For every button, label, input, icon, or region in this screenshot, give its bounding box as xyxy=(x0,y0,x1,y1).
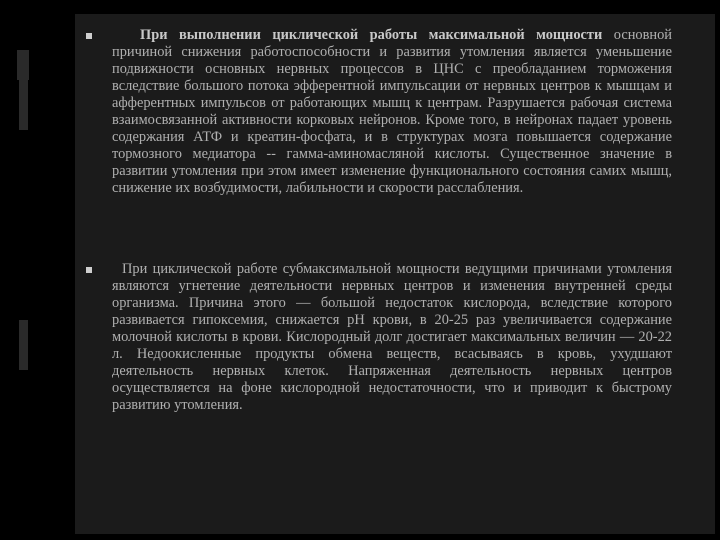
decorative-bar xyxy=(19,60,28,130)
square-bullet-icon xyxy=(86,33,92,39)
paragraph-submax-power xyxy=(112,261,672,414)
paragraph-lead: При выполнении циклической работы максимальной мощности xyxy=(140,27,603,43)
decorative-bar xyxy=(19,320,28,370)
paragraph-text: При циклической работе субмаксимальной мощности ведущими причинами утомления являются угнетение деятельности нервных центров и изменения внутренней среды организма. Причина этого — большой недостаток кислорода, вследствие которого развивается гипоксемия, снижается pH крови, в 20-25 раз увеличивается содержание молочной кислоты в крови. Кислородный долг достигает максимальных величин — 20-22 л. Недоокисленные продукты обмена веществ, всасываясь в кровь, ухудшают деятельность нервных клеток. Напряженная деятельность нервных центров осуществляется на фоне кислородной недостаточности, что и приводит к быстрому развитию утомления. xyxy=(112,261,672,413)
paragraph-text: основной причиной снижения работоспособности и развития утомления является уменьшение подвижности основных нервных процессов в ЦНС с преобладанием торможения вследствие большого потока эфферентной импульсации от нервных центров к мышцам и афферентных импульсов от работающих мышц к центрам. Разрушается рабочая система взаимосвязанной активности корковых нейронов. Кроме того, в нейронах падает уровень содержания АТФ и креатин-фосфата, и в структурах мозга повышается содержание тормозного медиатора -- гамма-аминомасляной кислоты. Существенное значение в развитии утомления при этом имеет изменение функционального состояния самих мышц, снижение их возбудимости, лабильности и скорости расслабления. xyxy=(112,27,672,196)
paragraph-max-power xyxy=(112,27,672,197)
square-bullet-icon xyxy=(86,267,92,273)
